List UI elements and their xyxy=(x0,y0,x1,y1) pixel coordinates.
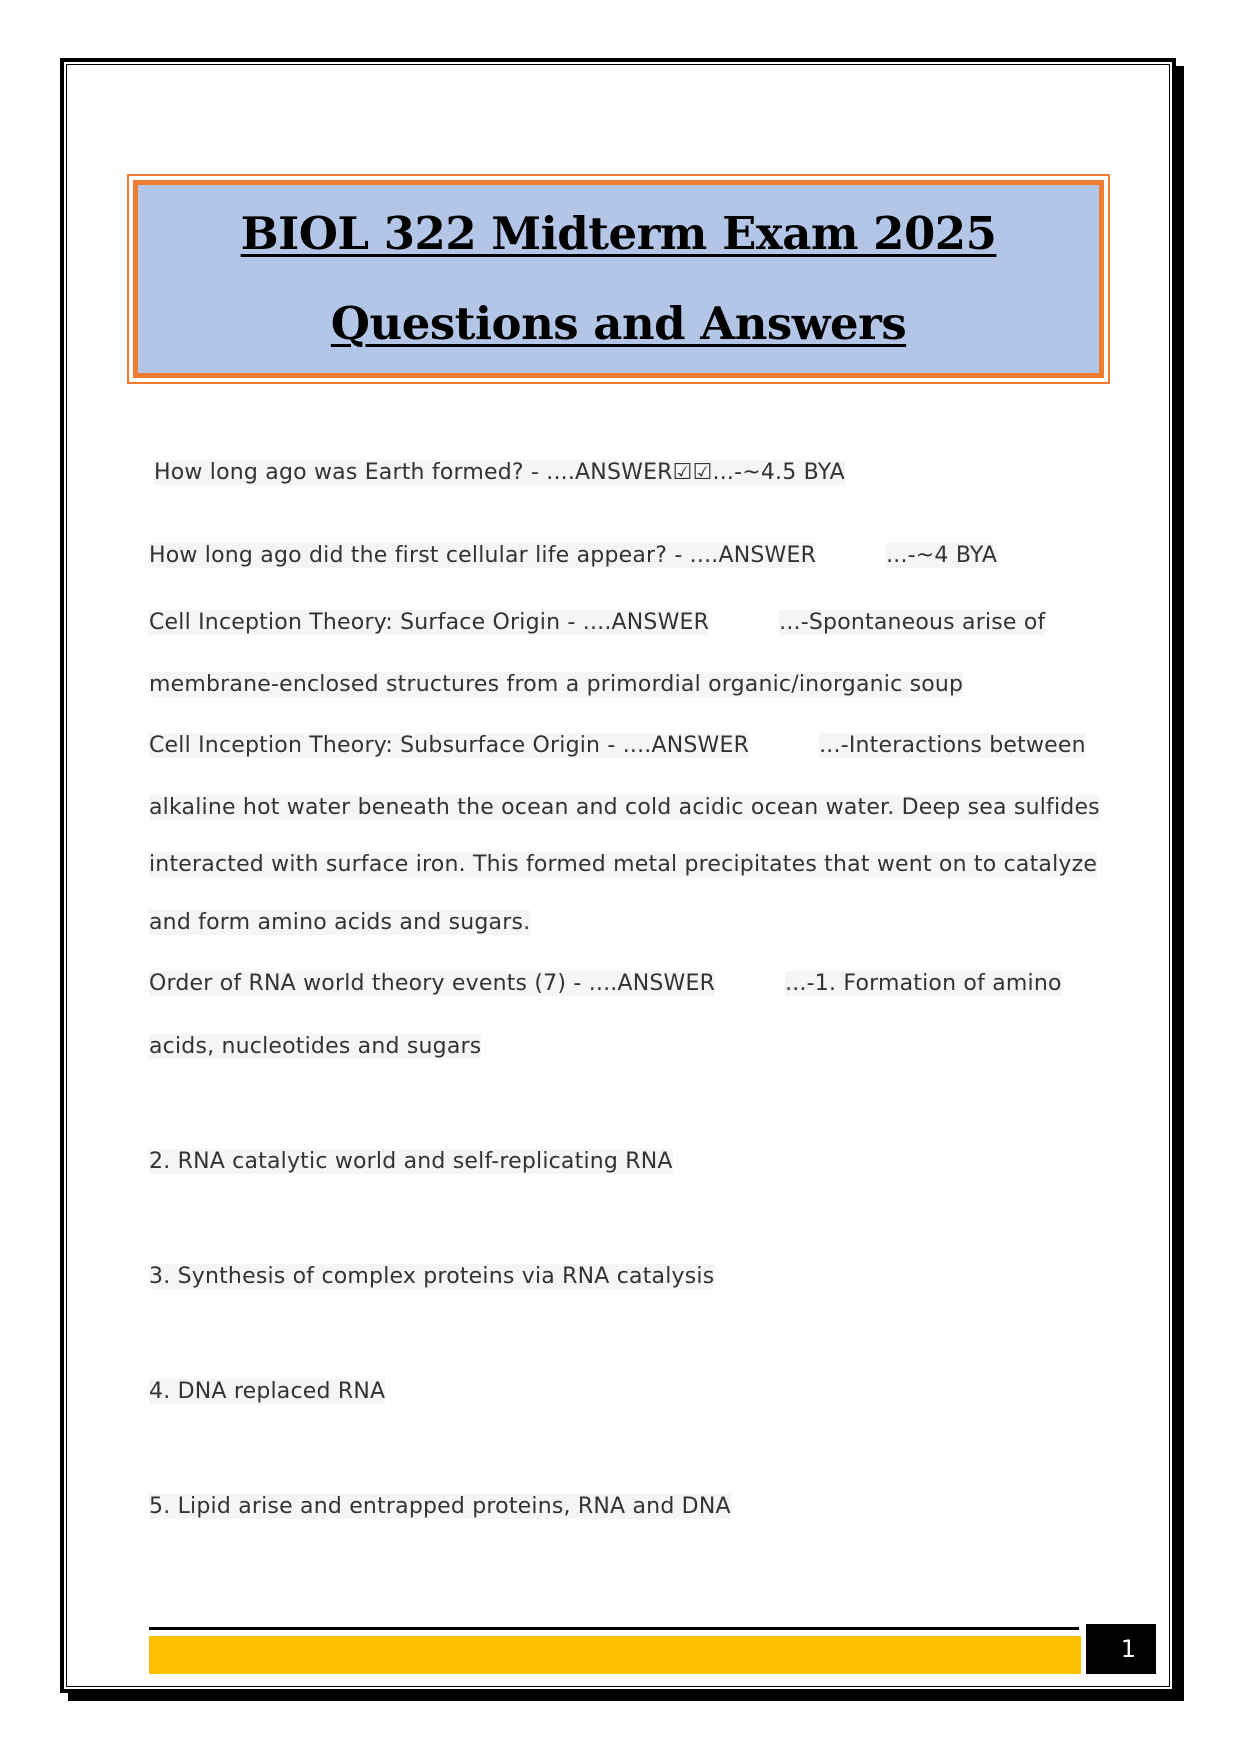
document-title: BIOL 322 Midterm Exam 2025 xyxy=(240,207,997,260)
question-text: How long ago was Earth formed? - ....ANSWER☑☑...-~4.5 BYA xyxy=(154,460,845,485)
document-subtitle: Questions and Answers xyxy=(330,297,907,350)
answer-text: ...-1. Formation of amino xyxy=(785,971,1062,996)
qa-line xyxy=(149,1034,481,1059)
question-text: Cell Inception Theory: Subsurface Origin - ....ANSWER xyxy=(149,733,750,758)
footer-bar xyxy=(149,1636,1081,1674)
answer-list-item: 3. Synthesis of complex proteins via RNA catalysis xyxy=(149,1264,715,1289)
answer-list-item: 5. Lipid arise and entrapped proteins, RNA and DNA xyxy=(149,1494,731,1519)
qa-line xyxy=(149,543,997,568)
qa-line xyxy=(149,672,963,697)
page-number: 1 xyxy=(1086,1624,1156,1674)
qa-line xyxy=(149,610,1045,635)
answer-text: ...-~4 BYA xyxy=(886,543,998,568)
answer-continuation: membrane-enclosed structures from a primordial organic/inorganic soup xyxy=(149,672,964,697)
list-item xyxy=(149,1264,714,1289)
qa-line xyxy=(149,971,1062,996)
list-item xyxy=(149,1494,731,1519)
question-text: Order of RNA world theory events (7) - ....ANSWER xyxy=(149,971,716,996)
answer-text: ...-Interactions between xyxy=(819,733,1086,758)
answer-continuation: acids, nucleotides and sugars xyxy=(149,1034,482,1059)
qa-line xyxy=(149,910,530,935)
answer-continuation: alkaline hot water beneath the ocean and cold acidic ocean water. Deep sea sulfides xyxy=(149,795,1100,820)
qa-line xyxy=(149,852,1097,877)
answer-list-item: 4. DNA replaced RNA xyxy=(149,1379,386,1404)
answer-continuation: and form amino acids and sugars. xyxy=(149,910,531,935)
title-box-inner xyxy=(133,180,1104,378)
question-text: Cell Inception Theory: Surface Origin - ....ANSWER xyxy=(149,610,710,635)
footer-rule xyxy=(149,1627,1079,1630)
question-text: How long ago did the first cellular life appear? - ....ANSWER xyxy=(149,543,817,568)
list-item xyxy=(149,1149,673,1174)
page-border-shadow-right xyxy=(1176,66,1184,1701)
title-box xyxy=(127,174,1110,384)
answer-text: ...-Spontaneous arise of xyxy=(779,610,1046,635)
list-item xyxy=(149,1379,385,1404)
answer-list-item: 2. RNA catalytic world and self-replicating RNA xyxy=(149,1149,673,1174)
qa-line xyxy=(149,733,1086,758)
answer-continuation: interacted with surface iron. This formed metal precipitates that went on to catalyze xyxy=(149,852,1098,877)
page-border-shadow-bottom xyxy=(68,1693,1184,1701)
qa-line xyxy=(154,460,845,485)
qa-line xyxy=(149,795,1100,820)
